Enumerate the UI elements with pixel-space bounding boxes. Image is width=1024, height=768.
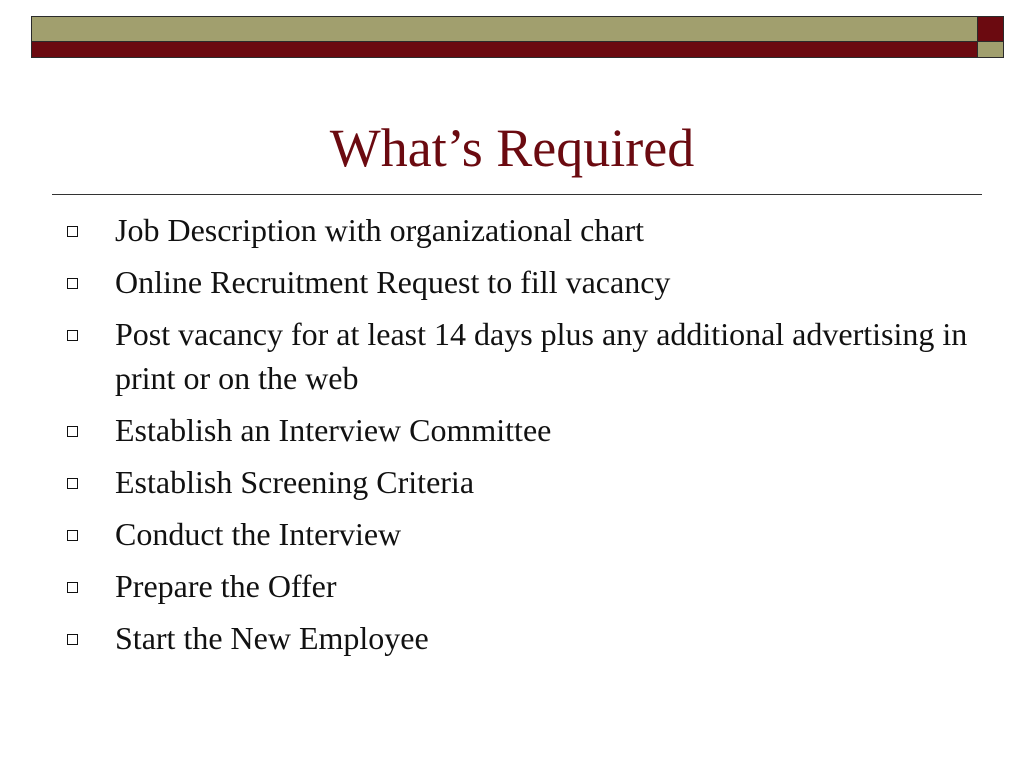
hollow-square-bullet-icon	[67, 226, 78, 237]
bullet-text: Start the New Employee	[115, 620, 429, 656]
hollow-square-bullet-icon	[67, 582, 78, 593]
bullet-item	[64, 408, 984, 452]
banner-olive-bar	[31, 16, 978, 42]
hollow-square-bullet-icon	[67, 278, 78, 289]
bullet-text: Conduct the Interview	[115, 516, 402, 552]
hollow-square-bullet-icon	[67, 478, 78, 489]
slide-title: What’s Required	[329, 118, 695, 178]
hollow-square-bullet-icon	[67, 330, 78, 341]
title-divider	[52, 194, 982, 195]
corner-maroon-block	[978, 16, 1004, 42]
hollow-square-bullet-icon	[67, 634, 78, 645]
banner-maroon-bar	[31, 42, 978, 58]
bullet-text: Establish an Interview Committee	[115, 412, 552, 448]
bullet-item	[64, 312, 984, 400]
bullet-item	[64, 208, 984, 252]
bullet-text: Prepare the Offer	[115, 568, 337, 604]
bullet-item	[64, 616, 984, 660]
bullet-item	[64, 460, 984, 504]
corner-olive-block	[978, 42, 1004, 58]
hollow-square-bullet-icon	[67, 530, 78, 541]
bullet-item	[64, 512, 984, 556]
bullet-list	[64, 208, 984, 668]
bullet-text: Online Recruitment Request to fill vacancy	[115, 264, 671, 300]
bullet-item	[64, 564, 984, 608]
bullet-item	[64, 260, 984, 304]
bullet-text: Job Description with organizational chart	[115, 212, 645, 248]
hollow-square-bullet-icon	[67, 426, 78, 437]
bullet-text: Post vacancy for at least 14 days plus any additional advertising in print or on the web	[115, 316, 968, 396]
bullet-text: Establish Screening Criteria	[115, 464, 475, 500]
